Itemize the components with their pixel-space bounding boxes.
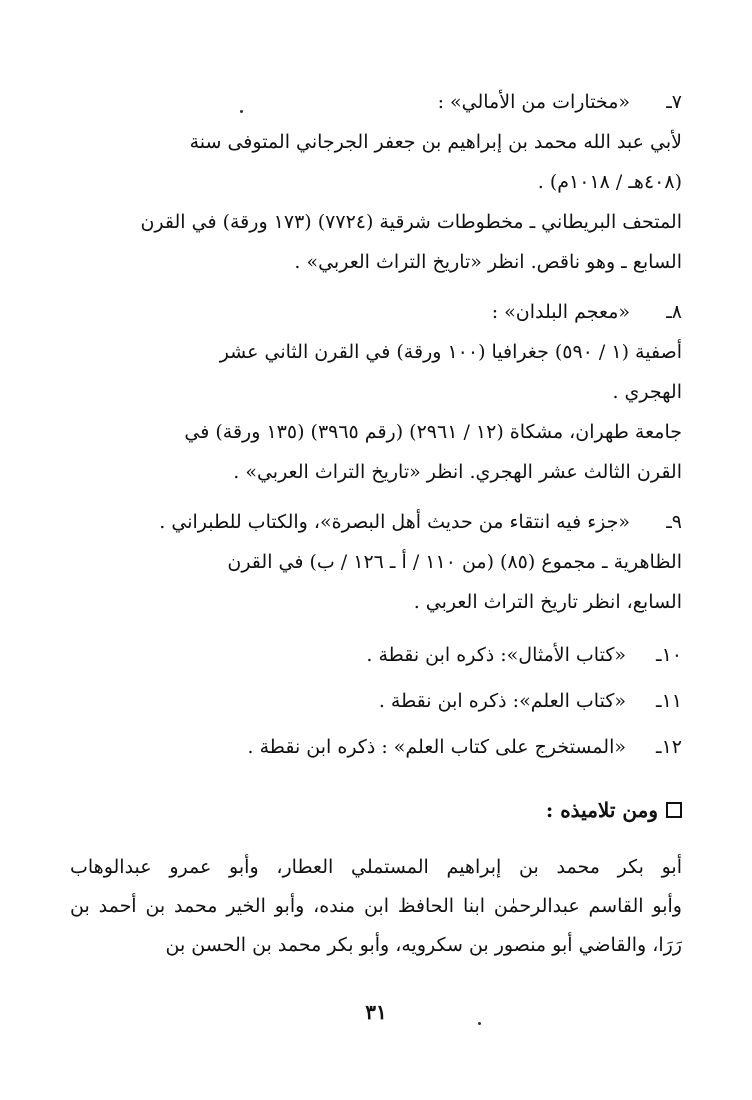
scan-speck [240, 110, 243, 113]
entry-8-title: «معجم البلدان» : [491, 301, 630, 323]
entry-10-text: «كتاب الأمثال»: ذكره ابن نقطة . [366, 644, 626, 666]
entry-10 [70, 632, 682, 678]
entry-12-text: «المستخرج على كتاب العلم» : ذكره ابن نقطة . [247, 736, 626, 758]
entry-12 [70, 724, 682, 770]
students-paragraph [70, 848, 682, 965]
entry-11 [70, 678, 682, 724]
entry-9-line: الظاهرية ـ مجموع (٨٥) (من ١١٠ / أ ـ ١٢٦ / ب) في القرن [227, 551, 682, 573]
entry-8-line: جامعة طهران، مشكاة (١٢ / ٢٩٦١) (رقم ٣٩٦٥) (١٣٥ ورقة) في [184, 421, 682, 443]
entry-9-number: ٩ـ [666, 511, 682, 533]
entry-8-line: القرن الثالث عشر الهجري. انظر «تاريخ التراث العربي» . [233, 461, 682, 483]
entry-12-number: ١٢ـ [656, 736, 682, 758]
entry-8-number: ٨ـ [666, 301, 682, 323]
entry-9 [70, 502, 682, 622]
entry-7-heading [70, 82, 682, 122]
page-number: ٣١ [365, 1000, 387, 1024]
paragraph-line: أبو بكر محمد بن إبراهيم المستملي العطار، وأبو عمرو عبدالوهاب [70, 856, 682, 878]
entry-7-title: «مختارات من الأمالي» : [437, 91, 630, 113]
entry-7-line: السابع ـ وهو ناقص. انظر «تاريخ التراث العربي» . [294, 251, 682, 273]
entry-9-line: السابع، انظر تاريخ التراث العربي . [413, 591, 682, 613]
scan-speck [478, 1022, 481, 1025]
entry-11-text: «كتاب العلم»: ذكره ابن نقطة . [378, 690, 626, 712]
entry-10-number: ١٠ـ [656, 644, 682, 666]
entry-7-number: ٧ـ [666, 91, 682, 113]
page-content [70, 82, 682, 965]
students-section-title: ومن تلاميذه : [545, 798, 658, 822]
entry-7-line: لأبي عبد الله محمد بن إبراهيم بن جعفر الجرجاني المتوفى سنة [189, 131, 682, 153]
paragraph-line: رَرَا، والقاضي أبو منصور بن سكرويه، وأبو بكر محمد بن الحسن بن [165, 934, 682, 956]
entry-7-line: المتحف البريطاني ـ مخطوطات شرقية (٧٧٢٤) (١٧٣ ورقة) في القرن [140, 211, 682, 233]
entry-11-number: ١١ـ [656, 690, 682, 712]
entry-8 [70, 292, 682, 492]
square-bullet-icon [666, 802, 682, 818]
entry-9-title: «جزء فيه انتقاء من حديث أهل البصرة»، والكتاب للطبراني . [159, 511, 630, 533]
entry-7 [70, 82, 682, 282]
paragraph-line: وأبو القاسم عبدالرحمٰن ابنا الحافظ ابن منده، وأبو الخير محمد بن أحمد بن [70, 895, 682, 917]
entry-9-heading [70, 502, 682, 542]
entry-8-line: الهجري . [612, 381, 682, 403]
entry-7-line: (٤٠٨هـ / ١٠١٨م) . [537, 171, 682, 193]
entry-8-heading [70, 292, 682, 332]
entry-8-line: أصفية (١ / ٥٩٠) جغرافيا (١٠٠ ورقة) في القرن الثاني عشر [219, 341, 682, 363]
students-section-heading [70, 790, 682, 830]
